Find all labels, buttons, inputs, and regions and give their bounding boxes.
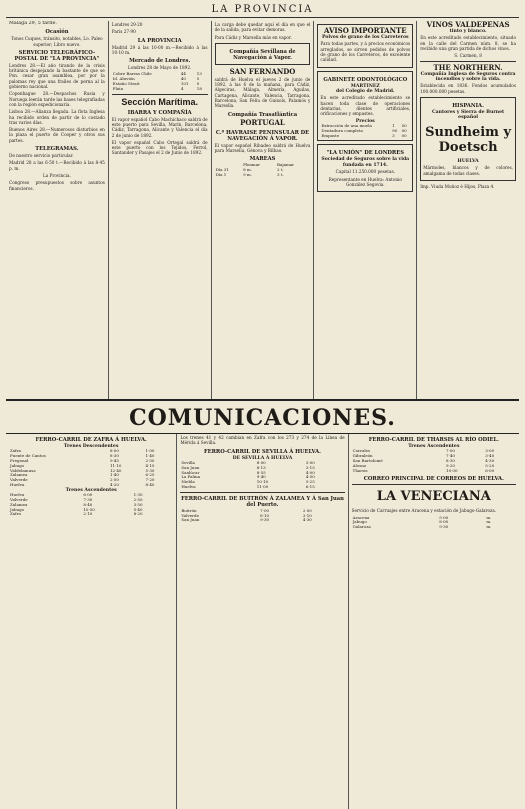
table-row: Fregenal 9·45 2·50 bbox=[10, 458, 155, 463]
lower-section bbox=[6, 433, 519, 809]
veneciana-heading: LA VENECIANA bbox=[376, 489, 491, 505]
table-row: Id. Aluvión 40 5 bbox=[112, 76, 200, 82]
tides-table bbox=[215, 163, 311, 177]
northern-text: Establecida en 1836. Fondos acumulados 100.000.000 pesetas. bbox=[420, 83, 516, 94]
dental-heading: GABINETE ODONTOLÓGICO bbox=[323, 76, 408, 83]
telegram-1: De nuestro servicio particular. bbox=[9, 153, 74, 159]
union-ad bbox=[317, 144, 413, 192]
sevillana-heading: Compañía Sevillana de Navegación á Vapor. bbox=[229, 48, 296, 61]
ship-notice-2: El vapor español Cabo Ortegal saldrá de este puerto con los Tejidos, Ferrol, Santander y Pasajes el 2 de Junio de 1892. bbox=[111, 139, 208, 156]
sundheim-doetsch-name: Sundheim y Doetsch bbox=[425, 124, 512, 155]
zafra-huelva-column bbox=[6, 434, 177, 809]
union-capital: Capital 11.250.000 pesetas. bbox=[335, 169, 395, 175]
northern-sub: Compañía Inglesa de Seguros contra incendios y sobre la vida. bbox=[420, 71, 516, 82]
table-row: Dentadura completa 90 00 bbox=[321, 127, 407, 133]
table-row: Galaroza 9·30 m. bbox=[352, 524, 492, 530]
table-row: Alosno 9·20 5·20 bbox=[352, 462, 495, 468]
table-row: Jabugo 11·10 4·15 bbox=[10, 462, 155, 468]
sevilla-huelva-sub: DE SEVILLA Á HUELVA bbox=[232, 455, 293, 461]
veneciana-table bbox=[352, 516, 516, 530]
london-market-heading: Mercado de Londres. bbox=[129, 58, 191, 65]
prices-date: Londres 28 de Mayo de 1892. bbox=[128, 65, 192, 71]
aviso-heading: AVISO IMPORTANTE bbox=[324, 26, 407, 35]
prices-table bbox=[112, 72, 208, 91]
occasion-heading: Ocasión bbox=[45, 29, 69, 36]
zafra-asc-heading: Trenes Ascendentes bbox=[65, 487, 117, 493]
ship-notice-1: El vapor español Cabo Machichaco saldrá de este puerto para Sevilla, Marín, Barcelona, Cádiz, Tarragona, Alicante y Valencia el día 2 de junio de 1892. bbox=[111, 116, 208, 138]
hispania-ad bbox=[420, 97, 516, 181]
correos-heading: CORREO PRINCIPAL DE CORREOS DE HUELVA. bbox=[363, 476, 504, 483]
union-heading: "LA UNIÓN" DE LONDRES bbox=[326, 150, 404, 157]
telegrams-heading: TELEGRAMAS. bbox=[35, 146, 79, 153]
table-row: Buitrón 7·00 2·00 bbox=[181, 507, 312, 513]
tharsis-sub: Trenes Ascendentes bbox=[408, 444, 460, 449]
masthead: LA PROVINCIA bbox=[6, 4, 519, 18]
union-agent: Representante en Huelva: Antonio González Segovia. bbox=[328, 176, 402, 187]
occasion-text: Tonos Cuques, tránsito, notables, Lo. Paleo superior; Libro nuevo. bbox=[11, 36, 103, 47]
dental-prices-heading: Precios bbox=[355, 118, 375, 124]
san-fernando-text: saldrá de Huelva el jueves 2 de junio de 1892, á las 6 de la mañana, para Cádiz, Algeciras, Málaga, Almería, Águilas, Cartagena, Alicante, Valencia, Tarragona, Barcelona, San Feliu de Guixols, Palamós y Marsella. bbox=[214, 76, 311, 109]
table-row: Zalamea 1·40 6·25 bbox=[10, 472, 155, 478]
column-3 bbox=[212, 21, 315, 399]
vinos-heading: VINOS VALDEPEÑAS bbox=[426, 21, 510, 29]
ribadeo-notice: El vapor español Ribadeo saldrá de Huelva para Marsella, Génova y Bilbao. bbox=[214, 142, 311, 153]
ibarra-heading: IBARRA Y COMPAÑÍA bbox=[127, 109, 192, 116]
table-row: Tharsis 10·00 6·00 bbox=[352, 467, 495, 473]
table-row: Valdelamusa 12·40 5·30 bbox=[10, 467, 155, 473]
table-row: Estaño Strait 101 0 bbox=[112, 81, 200, 87]
dental-sub: del Colegio de Madrid. bbox=[336, 89, 395, 94]
news-para-4: Buenos Aires 28.—Numerosos disturbios en la plaza el puerto de Cooper y otros sus partes. bbox=[9, 127, 105, 143]
zafra-asc-table bbox=[9, 493, 173, 517]
table-row: Huelva 11·00 6·15 bbox=[181, 483, 315, 489]
veneciana-text: Servicio de Carruajes entre Aracena y estación de Jabugo-Galaroza. bbox=[351, 508, 497, 514]
table-row: Huelva 6·00 1·30 bbox=[10, 492, 143, 498]
column-1 bbox=[6, 21, 109, 399]
communications-heading: COMUNICACIONES. bbox=[129, 405, 396, 431]
hispania-sub: Cantores y Sierra de Burnet español bbox=[432, 110, 505, 121]
tharsis-table bbox=[352, 449, 516, 473]
connection-note: Los trenes 41 y 42 cambian en Zafra con los 273 y 274 de la Línea de Mérida á Sevilla. bbox=[180, 435, 345, 446]
news-para-1: Londres 28.—El año tirando de la crisis británica despejando la bastante de que se Pon. cesar gran asamblea, por por la palomas rey que una frailes de perna al la gobierno nacional. bbox=[9, 62, 105, 90]
table-row: Pleamar Bajamar bbox=[243, 162, 295, 168]
table-row: Corrales 7·00 3·00 bbox=[352, 448, 495, 454]
sevilla-table bbox=[180, 461, 344, 490]
table-row: San Juan 8·13 3·15 bbox=[181, 464, 315, 470]
portugal-heading: PORTUGAL bbox=[240, 117, 285, 127]
union-sub: Sociedad de Seguros sobre la vida fundada en 1714. bbox=[321, 157, 410, 168]
hispania-city: HUELVA bbox=[457, 158, 479, 164]
dental-text: En este acreditado establecimiento se hacen toda clase de operaciones dentarias, dientes artificiales, orificaciones y empastes. bbox=[320, 95, 411, 117]
table-row: Jabugo 10·50 5·40 bbox=[10, 506, 143, 512]
dental-ad bbox=[317, 71, 413, 142]
vinos-text: En este acreditado establecimiento, situado en la calle del Carmen núm. 8, se ha recibido una gran partida de dichos vinos. bbox=[420, 35, 516, 51]
table-row: Jabugo 8·00 m. bbox=[352, 519, 492, 525]
table-row: Zalamea 8·40 3·50 bbox=[10, 501, 143, 507]
aviso-sub: Polvos de grano de los Carreteros bbox=[321, 35, 409, 40]
buitron-table bbox=[180, 509, 344, 523]
sevillana-box bbox=[215, 43, 311, 65]
table-row: San Juan 9·30 4·30 bbox=[181, 517, 312, 523]
buitron-heading: FERRO-CARRIL DE BUITRÓN Á ZALAMEA Y Á San Juan del Puerto. bbox=[181, 495, 344, 508]
telegram-4: Congreso presupuestos sobre asuntos financieros. bbox=[9, 180, 105, 191]
table-row: Plata 4 18 bbox=[112, 85, 202, 91]
zafra-desc-heading: Trenes Descendentes bbox=[63, 444, 119, 449]
san-fernando-heading: SAN FERNANDO bbox=[229, 66, 296, 76]
table-row: Sanlúcar 8·55 4·00 bbox=[181, 469, 315, 475]
exchange-paris: Paris 27·90 bbox=[111, 29, 136, 35]
provincia-heading: LA PROVINCIA bbox=[137, 37, 182, 44]
tharsis-column bbox=[349, 434, 519, 809]
table-row: Huelva 4·20 8·40 bbox=[10, 481, 155, 487]
zafra-huelva-heading: FERRO-CARRIL DE ZAFRA Á HUELVA. bbox=[35, 437, 147, 443]
exchange-london: Londres 29·20 bbox=[111, 22, 143, 27]
table-row: Gibraleón 7·40 3·40 bbox=[352, 453, 495, 459]
hispania-text: Mármoles, blancos y de colores, amalgama de todas clases. bbox=[423, 165, 513, 176]
table-row: La Palma 9·40 4·50 bbox=[181, 474, 315, 480]
cargo-notice: La carga debe quedar aquí el día en que el de la salida, para evitar demoras. bbox=[214, 22, 311, 33]
vinos-sub: tinto y blanco. bbox=[449, 29, 487, 34]
telegram-2: Madrid 28 a las 6·50 t.—Recibido á las 8·45 p. m. bbox=[9, 160, 105, 171]
trasatlantica-heading: Compañía Trasatlántica bbox=[227, 111, 298, 118]
table-row: Día 31 8 m. 2 t. bbox=[215, 167, 284, 173]
table-row: Fuente de Cantos 8·30 1·40 bbox=[10, 453, 155, 459]
hispania-heading: HISPANIA. bbox=[452, 103, 484, 109]
table-row: San Bartolomé 8·30 4·30 bbox=[352, 458, 495, 463]
table-row: Aracena 5·00 m. bbox=[352, 514, 492, 520]
vinos-address: S. Carmen, 8 bbox=[454, 53, 482, 59]
column-4 bbox=[314, 21, 417, 399]
dental-prices-table bbox=[320, 124, 410, 138]
table-row: Sevilla 8·00 3·00 bbox=[181, 460, 315, 465]
table-row: Extracción de una muela 1 50 bbox=[321, 123, 407, 128]
upper-section bbox=[6, 21, 519, 401]
table-row: Día 1 9 m. 3 t. bbox=[215, 171, 284, 177]
marseille-notice: Para Cádiz y Marsella más en vapor. bbox=[214, 34, 292, 40]
table-row: Niebla 10·10 5·25 bbox=[181, 479, 315, 485]
madrid-news: Madrid 29 á las 10·00 m.—Recibido á las 10·10 m. bbox=[111, 44, 208, 55]
aviso-ad bbox=[317, 24, 413, 68]
column-2 bbox=[109, 21, 212, 399]
northern-heading: THE NORTHERN. bbox=[433, 62, 503, 72]
news-para-2: Copenhague 28.—Despachos Rusia y Noruega leerán tarde las bases telegrafiadas con la región expedicionaria. bbox=[9, 91, 105, 107]
news-para-3: Lisboa 28.—Alianza llegada. La flota Inglesa ha recibido orden de partir de lo costado tras varios días. bbox=[9, 109, 105, 125]
sevilla-huelva-heading: FERRO-CARRIL DE SEVILLA Á HUELVA. bbox=[203, 448, 321, 455]
dateline: Málaga 29, 5 tarde. bbox=[9, 21, 57, 26]
sevilla-huelva-column bbox=[177, 434, 348, 809]
column-5 bbox=[417, 21, 519, 399]
table-row: Valverde 8·10 3·10 bbox=[181, 512, 312, 518]
havraise-heading: C.ª HAVRAISE PENINSULAR DE NAVEGACIÓN Á VAPOR. bbox=[215, 129, 310, 142]
table-row: Empaste 3 00 bbox=[321, 132, 407, 138]
table-row: Cobre Barras Chile 44 13 bbox=[112, 71, 202, 77]
zafra-desc-table bbox=[9, 449, 173, 487]
tharsis-heading: FERRO-CARRIL DE THARSIS AL RÍO ODIEL. bbox=[368, 437, 499, 443]
maritime-section-heading: Sección Marítima. bbox=[121, 96, 198, 107]
table-row: Valverde 2·50 7·20 bbox=[10, 477, 155, 483]
telegram-3: La Provincia. bbox=[42, 172, 71, 178]
table-row: Valverde 7·30 2·50 bbox=[10, 496, 143, 502]
aviso-text: Para todas partes, y á precios económicos arreglados, se sirven pedidos de polvos de grano de los Carreteros, de excelente calidad. bbox=[320, 41, 411, 63]
table-row: Zafra 8·00 1·00 bbox=[10, 448, 155, 454]
telegraph-heading: SERVICIO TELEGRÁFICO-POSTAL DE "LA PROVINCIA" bbox=[14, 49, 100, 62]
tides-heading: MAREAS bbox=[249, 156, 276, 163]
table-row: Zafra 2·10 8·20 bbox=[10, 511, 143, 517]
dental-name: MARTINEZ bbox=[350, 83, 380, 89]
imprint: Imp. Viuda Muñoz é Hijos, Plaza 4. bbox=[420, 183, 495, 189]
